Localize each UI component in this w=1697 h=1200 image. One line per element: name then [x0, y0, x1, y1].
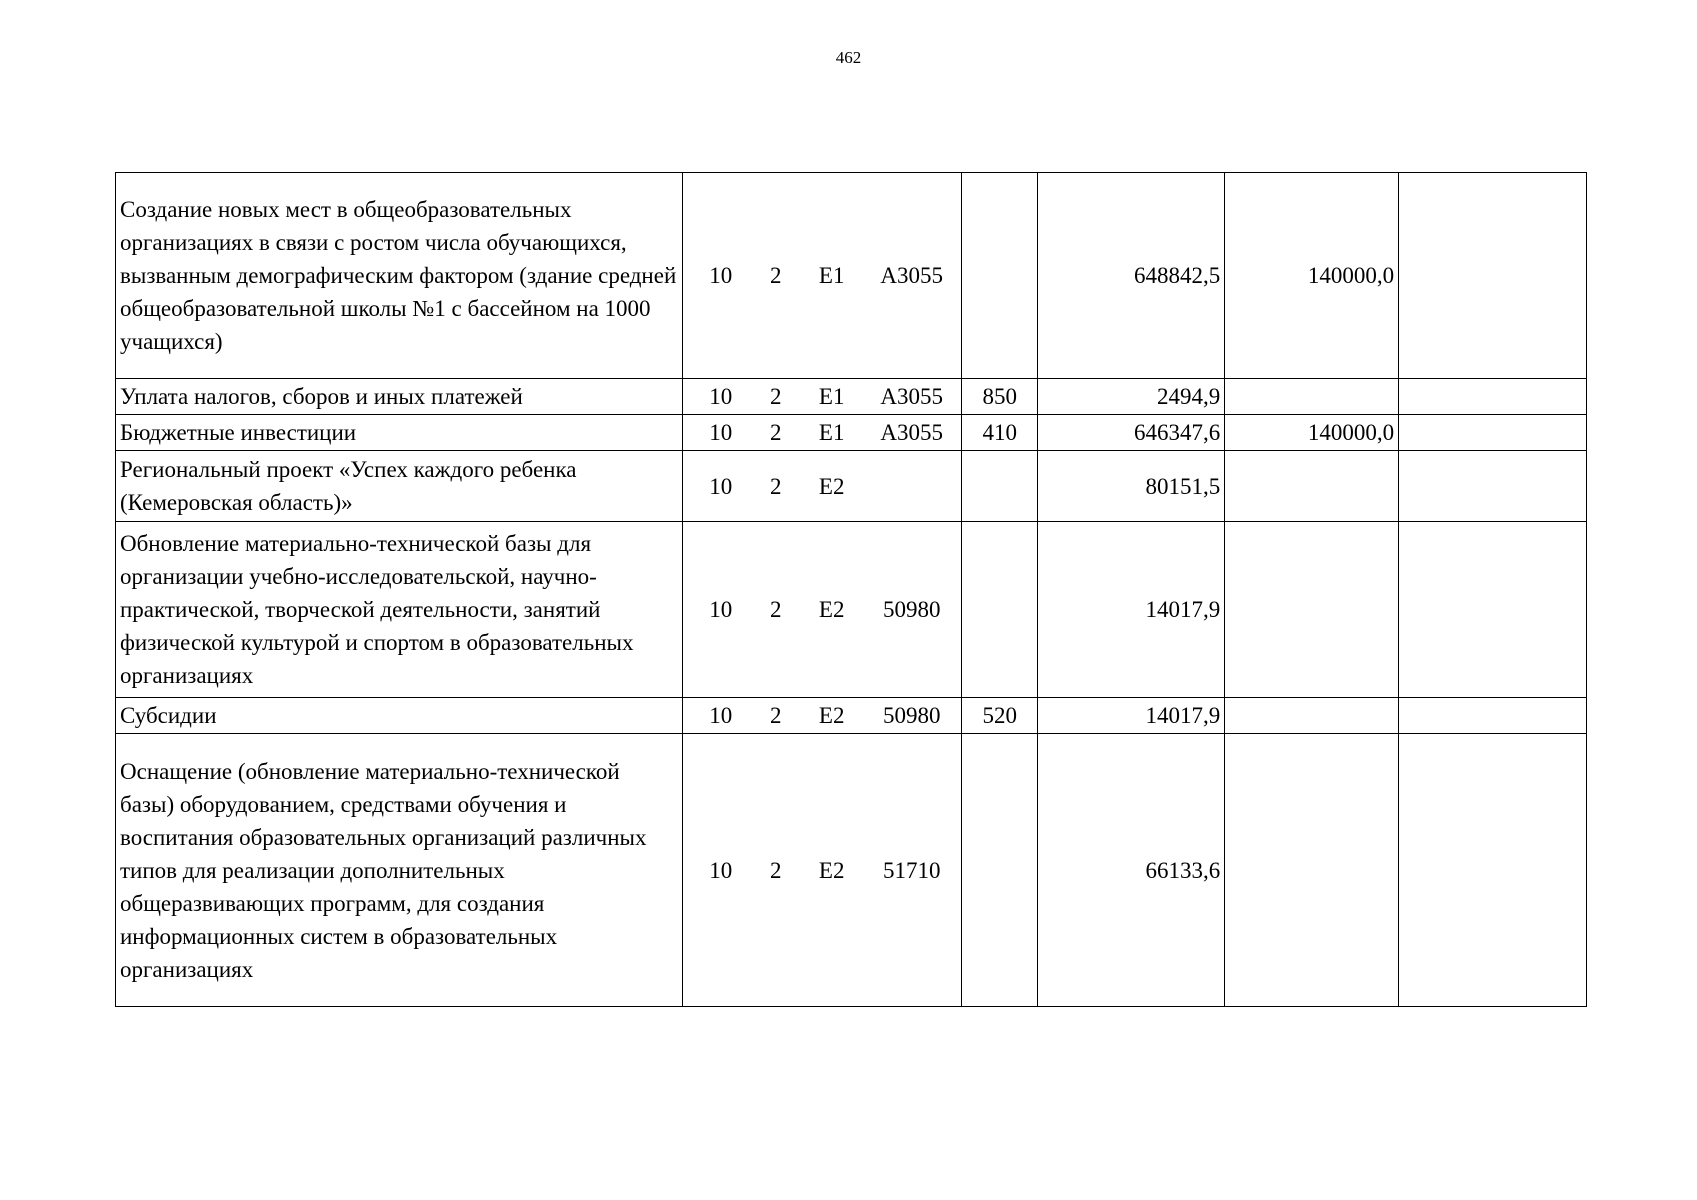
amount-1: 14017,9 — [1038, 698, 1225, 734]
table-row — [116, 415, 1587, 451]
amount-1: 66133,6 — [1038, 734, 1225, 1007]
expense-type — [962, 522, 1038, 698]
section-code: 10 — [709, 857, 733, 883]
subsection-code: 2 — [769, 420, 782, 445]
amount-2 — [1225, 698, 1399, 734]
amount-2 — [1225, 734, 1399, 1007]
amount-1: 648842,5 — [1038, 173, 1225, 379]
section-code: 10 — [709, 420, 733, 445]
row-name: Региональный проект «Успех каждого ребенка (Кемеровская область)» — [116, 451, 683, 522]
row-codes — [682, 415, 961, 451]
table-row — [116, 451, 1587, 522]
row-name: Бюджетные инвестиции — [116, 415, 683, 451]
row-name: Оснащение (обновление материально-технической базы) оборудованием, средствами обучения и воспитания образовательных организаций различных типов для реализации дополнительных общеразвивающих программ, для создания информационных систем в образовательных организациях — [116, 734, 683, 1007]
budget-table — [115, 172, 1587, 1007]
amount-2 — [1225, 522, 1399, 698]
project-code: Е1 — [818, 384, 845, 409]
table-row — [116, 734, 1587, 1007]
row-codes — [682, 522, 961, 698]
amount-3 — [1399, 734, 1587, 1007]
row-codes — [682, 173, 961, 379]
amount-1: 2494,9 — [1038, 379, 1225, 415]
amount-3 — [1399, 379, 1587, 415]
expense-type: 410 — [962, 415, 1038, 451]
article-code: 50980 — [882, 703, 941, 728]
row-name: Субсидии — [116, 698, 683, 734]
article-code: А3055 — [880, 420, 943, 445]
expense-type: 520 — [962, 698, 1038, 734]
subsection-code: 2 — [769, 384, 782, 409]
project-code: Е1 — [818, 263, 845, 288]
subsection-code: 2 — [769, 857, 782, 883]
row-codes — [682, 379, 961, 415]
section-code: 10 — [709, 473, 733, 499]
article-code: 50980 — [882, 597, 941, 622]
amount-3 — [1399, 415, 1587, 451]
expense-type — [962, 173, 1038, 379]
project-code: Е2 — [818, 703, 845, 728]
project-code: Е1 — [818, 420, 845, 445]
row-name: Создание новых мест в общеобразовательных организациях в связи с ростом числа обучающихся, вызванным демографическим фактором (здание средней общеобразовательной школы №1 с бассейном на 1000 учащихся) — [116, 173, 683, 379]
expense-type — [962, 451, 1038, 522]
section-code: 10 — [709, 597, 733, 622]
amount-3 — [1399, 522, 1587, 698]
subsection-code: 2 — [769, 473, 782, 499]
row-codes — [682, 451, 961, 522]
article-code: 51710 — [882, 857, 941, 883]
subsection-code: 2 — [769, 597, 782, 622]
table-row — [116, 173, 1587, 379]
row-codes — [682, 734, 961, 1007]
page-number: 462 — [835, 48, 862, 67]
amount-1: 14017,9 — [1038, 522, 1225, 698]
article-code: А3055 — [880, 384, 943, 409]
project-code: Е2 — [818, 597, 845, 622]
amount-2 — [1225, 379, 1399, 415]
row-name: Обновление материально-технической базы для организации учебно-исследовательской, научно-практической, творческой деятельности, занятий физической культурой и спортом в образовательных организациях — [116, 522, 683, 698]
section-code: 10 — [709, 263, 733, 288]
project-code: Е2 — [818, 857, 845, 883]
amount-1: 80151,5 — [1038, 451, 1225, 522]
section-code: 10 — [709, 703, 733, 728]
amount-2 — [1225, 451, 1399, 522]
section-code: 10 — [709, 384, 733, 409]
row-codes — [682, 698, 961, 734]
subsection-code: 2 — [769, 263, 782, 288]
amount-1: 646347,6 — [1038, 415, 1225, 451]
row-name: Уплата налогов, сборов и иных платежей — [116, 379, 683, 415]
amount-2: 140000,0 — [1225, 415, 1399, 451]
expense-type: 850 — [962, 379, 1038, 415]
table-row — [116, 522, 1587, 698]
table-row — [116, 379, 1587, 415]
amount-3 — [1399, 698, 1587, 734]
article-code: А3055 — [880, 263, 943, 288]
project-code: Е2 — [818, 473, 845, 499]
amount-3 — [1399, 451, 1587, 522]
table-row — [116, 698, 1587, 734]
expense-type — [962, 734, 1038, 1007]
amount-3 — [1399, 173, 1587, 379]
subsection-code: 2 — [769, 703, 782, 728]
amount-2: 140000,0 — [1225, 173, 1399, 379]
